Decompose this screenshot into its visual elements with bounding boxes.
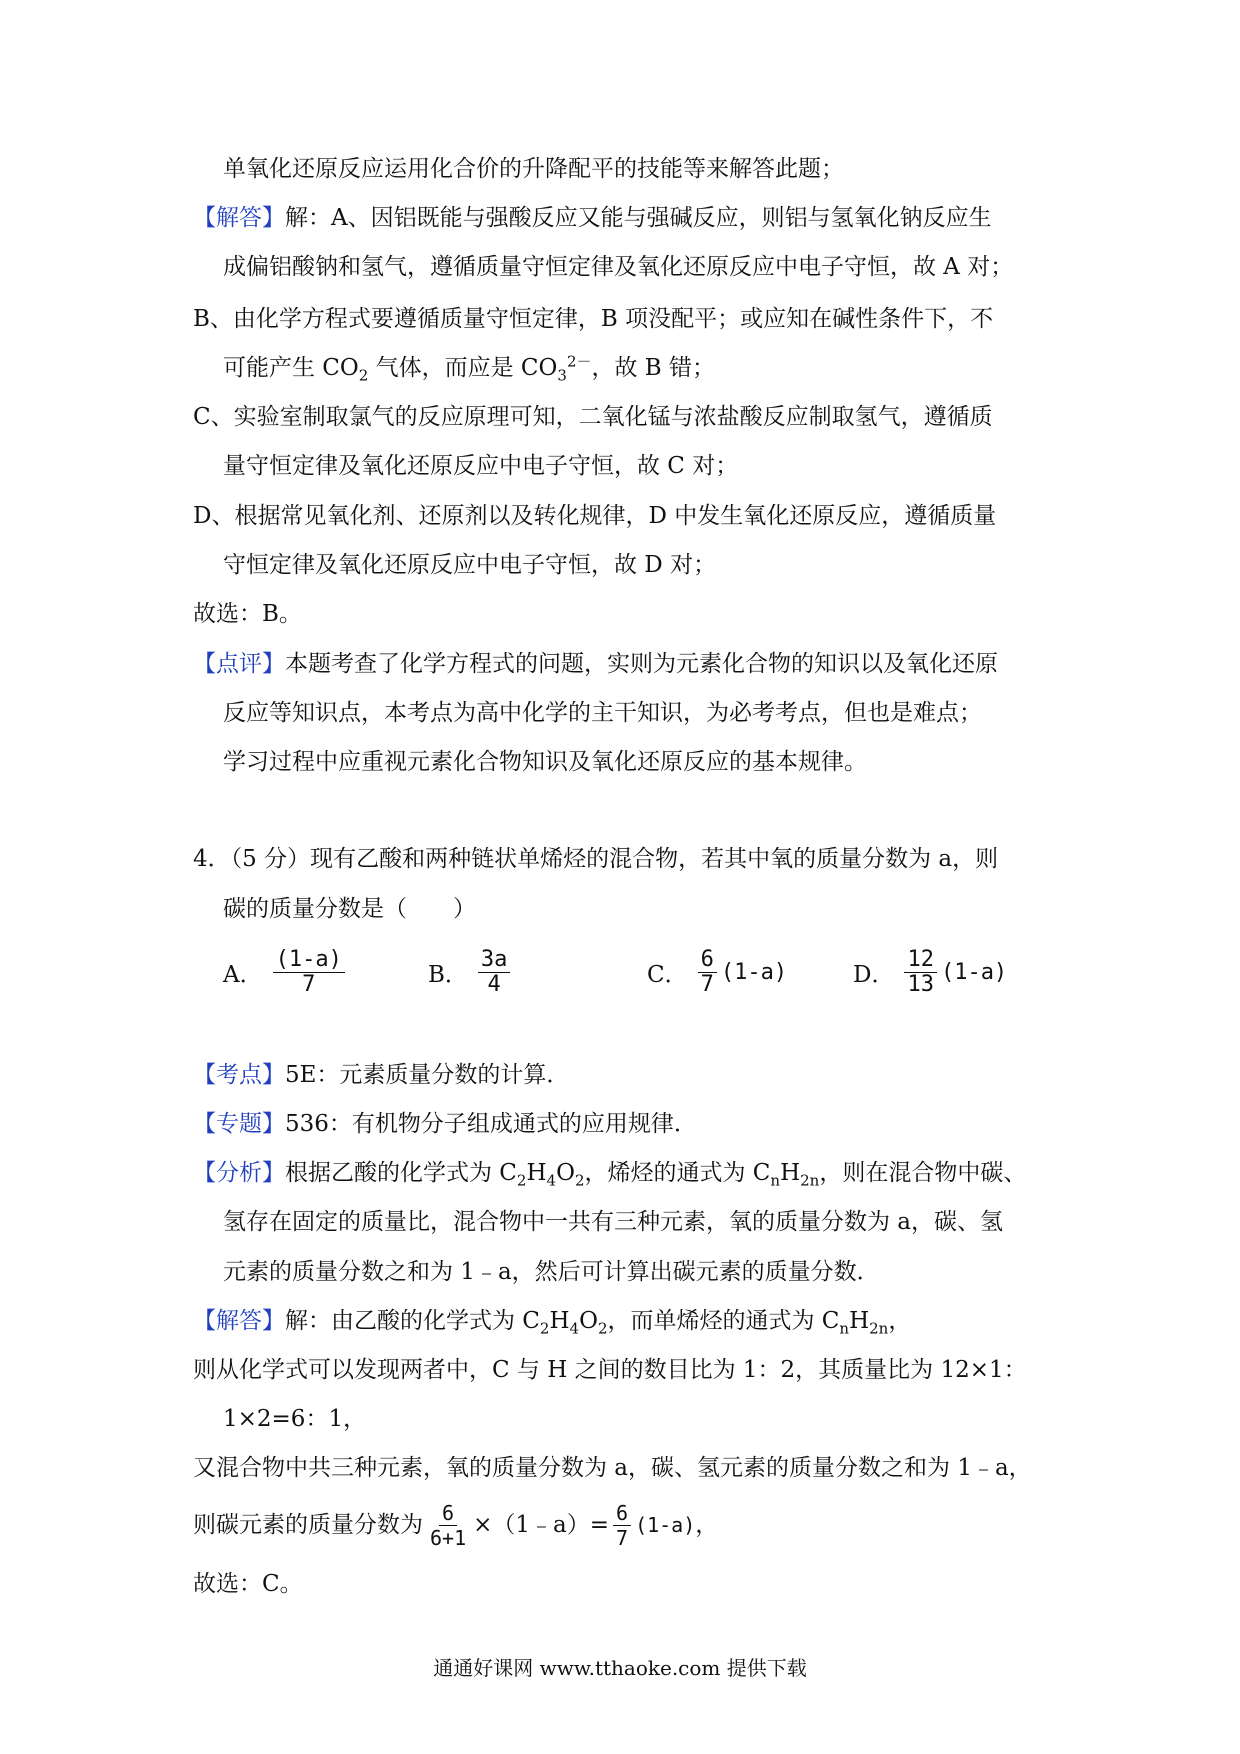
text-line: 单氧化还原反应运用化合价的升降配平的技能等来解答此题； [223,156,844,182]
numerator: 12 [904,948,937,973]
fraction [478,948,511,997]
text: ，则在混合物中碳、 [819,1160,1027,1186]
subscript: n [839,1319,850,1338]
text: ，故 B 错； [591,355,716,381]
text-line: 又混合物中共三种元素，氧的质量分数为 a，碳、氢元素的质量分数之和为 1﹣a， [193,1455,1032,1481]
text: ， [888,1308,912,1334]
subscript: 2 [574,1171,585,1190]
text-line: 学习过程中应重视元素化合物知识及氧化还原反应的基本规律。 [223,749,867,775]
answer-line [193,202,992,234]
numerator: 6 [439,1501,457,1526]
text-line: 反应等知识点，本考点为高中化学的主干知识，为必考考点，但也是难点； [223,700,982,726]
denominator: 6+1 [430,1525,467,1550]
choice-line: 故选：C。 [193,1571,303,1597]
text: O [556,1160,575,1186]
option-label: C． [647,962,688,988]
option-tail: (1-a) [720,960,788,985]
option-tail: (1-a) [940,960,1008,985]
text: H [526,1160,547,1186]
solution-tag: 【解答】 [193,1308,285,1334]
text: H [549,1308,570,1334]
denominator: 13 [907,972,934,997]
topic-tag: 【专题】 [193,1111,285,1137]
answer-text: 解：A、因铝既能与强酸反应又能与强碱反应，则铝与氢氧化钠反应生 [285,205,992,231]
option-b [428,948,514,997]
text-line: 则从化学式可以发现两者中，C 与 H 之间的数目比为 1：2，其质量比为 12×1： [193,1357,1027,1383]
text: 可能产生 CO [223,355,359,381]
text-line: 元素的质量分数之和为 1﹣a，然后可计算出碳元素的质量分数． [223,1259,880,1285]
subscript: 4 [546,1171,557,1190]
option-label: D． [853,962,895,988]
fraction [613,1501,631,1550]
superscript: 2－ [566,352,592,371]
text: H [849,1308,870,1334]
text-line [223,352,715,384]
text: ，烯烃的通式为 C [584,1160,771,1186]
point-text: 5E：元素质量分数的计算． [285,1062,570,1088]
formula-line [193,1500,718,1550]
question-text: 碳的质量分数是（ ） [223,896,476,922]
text: 根据乙酸的化学式为 C [285,1160,517,1186]
numerator: 3a [478,948,511,973]
option-d [853,948,1007,997]
topic-text: 536：有机物分子组成通式的应用规律． [285,1111,697,1137]
option-label: A． [223,962,263,988]
denominator: 7 [700,972,714,997]
text-line: 1×2=6：1， [223,1406,367,1432]
denominator: 7 [616,1525,629,1550]
footer: 通通好课网 www.tthaoke.com 提供下载 [433,1656,807,1680]
question-title: 4．（5 分）现有乙酸和两种链状单烯烃的混合物，若其中氧的质量分数为 a，则 [193,846,999,872]
text-line: 氢存在固定的质量比，混合物中一共有三种元素，氧的质量分数为 a，碳、氢 [223,1209,1004,1235]
option-c [647,948,787,997]
review-text: 本题考查了化学方程式的问题，实则为元素化合物的知识以及氧化还原 [285,651,998,677]
fraction [698,948,717,997]
subscript: 2n [869,1319,889,1338]
denominator: 7 [302,972,316,997]
subscript: 3 [557,366,567,385]
analysis-line [193,1157,1026,1189]
answer-tag: 【解答】 [193,205,285,231]
topic-line [193,1108,697,1140]
fraction [427,1501,469,1550]
fraction [273,948,345,997]
text-line: 守恒定律及氧化还原反应中电子守恒，故 D 对； [223,552,717,578]
text-line: 量守恒定律及氧化还原反应中电子守恒，故 C 对； [223,453,739,479]
option-label: B． [428,962,468,988]
numerator: (1-a) [273,948,345,973]
text: O [579,1308,598,1334]
text-line: D、根据常见氧化剂、还原剂以及转化规律，D 中发生氧化还原反应，遵循质量 [193,503,997,529]
text: 解：由乙酸的化学式为 C [285,1308,540,1334]
text-line: C、实验室制取氯气的反应原理可知，二氧化锰与浓盐酸反应制取氢气，遵循质 [193,404,993,430]
choice-line: 故选：B。 [193,601,302,627]
text: 则碳元素的质量分数为 [193,1512,423,1538]
text-line: 成偏铝酸钠和氢气，遵循质量守恒定律及氧化还原反应中电子守恒，故 A 对； [223,254,1014,280]
option-a [223,948,349,997]
text: (1-a) [635,1513,696,1537]
text-line: B、由化学方程式要遵循质量守恒定律，B 项没配平；或应知在碱性条件下，不 [193,306,994,332]
text: H [780,1160,801,1186]
text: 气体，而应是 CO [368,355,558,381]
subscript: 2n [800,1171,820,1190]
point-tag: 【考点】 [193,1062,285,1088]
subscript: n [770,1171,781,1190]
fraction [904,948,937,997]
review-line [193,648,998,680]
numerator: 6 [698,948,717,973]
subscript: 4 [569,1319,580,1338]
point-line [193,1059,569,1091]
text: ，而单烯烃的通式为 C [607,1308,840,1334]
denominator: 4 [487,972,501,997]
numerator: 6 [613,1501,631,1526]
subscript: 2 [597,1319,608,1338]
subscript: 2 [516,1171,527,1190]
subscript: 2 [539,1319,550,1338]
text: ×（1﹣a）= [473,1512,610,1538]
analysis-tag: 【分析】 [193,1160,285,1186]
review-tag: 【点评】 [193,651,285,677]
text: ， [695,1512,719,1538]
subscript: 2 [358,366,369,385]
solution-line [193,1305,911,1337]
